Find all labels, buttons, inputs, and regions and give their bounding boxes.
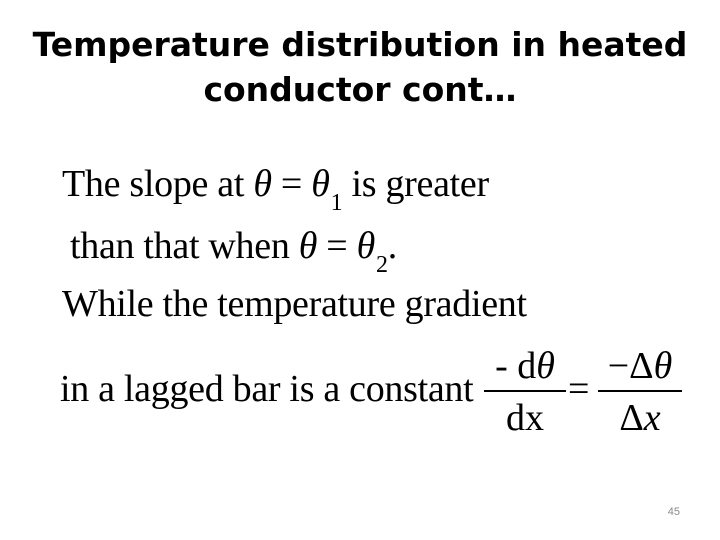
theta-symbol: θ: [653, 345, 673, 387]
fraction-delta: [598, 344, 682, 440]
fraction-bar: [484, 390, 566, 392]
body-line-lagged-bar: in a lagged bar is a constant: [60, 368, 474, 410]
fraction-denominator: [598, 396, 682, 440]
slide-title: [0, 22, 720, 112]
page-number: 45: [667, 506, 680, 518]
line1-text-after: is greater: [342, 163, 489, 205]
body-line-slope: [62, 163, 489, 216]
fraction-numerator: [598, 344, 682, 388]
equals-symbol: =: [271, 163, 312, 205]
equals-symbol: =: [317, 225, 357, 267]
theta-symbol: θ: [311, 163, 330, 205]
numerator-prefix: - d: [495, 345, 537, 387]
x-variable: x: [643, 397, 661, 439]
numerator-prefix: −Δ: [607, 345, 654, 387]
fraction-denominator: dx: [506, 397, 544, 439]
line2-text-before: than that when: [70, 225, 299, 267]
subscript-one: 1: [330, 190, 343, 216]
theta-symbol: θ: [298, 225, 318, 267]
theta-symbol: θ: [253, 163, 272, 205]
fraction-numerator: [484, 344, 566, 388]
line2-text-after: .: [387, 225, 397, 267]
theta-symbol: θ: [536, 345, 555, 387]
title-line-1: Temperature distribution in heated: [32, 25, 688, 64]
body-line-gradient: While the temperature gradient: [62, 283, 527, 325]
delta-symbol: Δ: [619, 397, 644, 439]
subscript-two: 2: [376, 252, 388, 278]
title-line-2: conductor cont…: [203, 70, 517, 109]
body-line-comparison: [70, 225, 397, 278]
fraction-bar: [598, 390, 682, 392]
equals-sign: =: [568, 368, 590, 410]
theta-symbol: θ: [356, 225, 375, 267]
line1-text-before: The slope at: [62, 163, 254, 205]
fraction-derivative: [484, 344, 566, 440]
